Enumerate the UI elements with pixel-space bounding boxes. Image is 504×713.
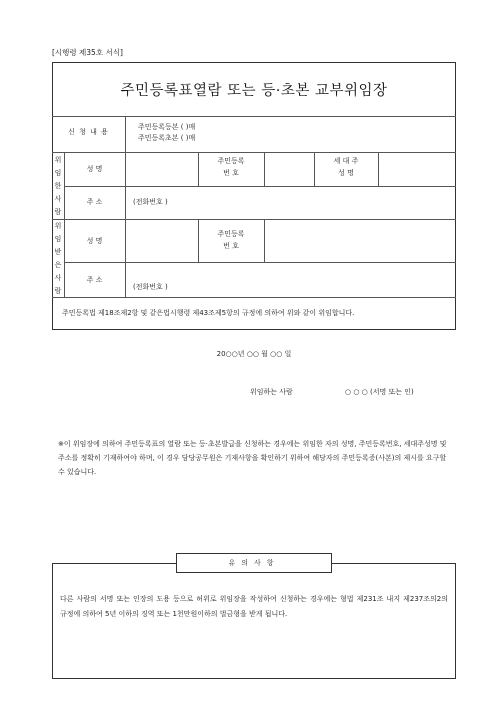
delegate-rrn-label-1: 주민등록 [217,230,245,238]
form-number: [시행령 제35호 서식] [52,48,123,57]
delegator-rrn-label-1: 주민등록 [217,157,245,165]
request-label-divider [125,116,126,152]
delegator-phone: (전화번호 ) [133,198,168,206]
delegate-address-label: 주 소 [86,276,103,284]
delegate-divider [52,297,456,298]
delegate-phone: (전화번호 ) [133,283,168,291]
request-label: 신 청 내 용 [68,128,109,136]
delegate-side-label: 위 임 받 은 사 람 [54,222,62,295]
request-divider [52,152,456,153]
delegator-rrn-label-2: 번 호 [223,169,239,177]
delegate-name-label: 성 명 [86,237,103,245]
delegation-statement: 주민등록법 제18조제2항 및 같은법시행령 제43조제5항의 규정에 의하여 위와 같이 위임합니다. [62,309,355,317]
field-label-divider [125,152,126,297]
delegator-side-label: 위 임 한 사 람 [54,155,62,217]
delegate-rrn-right [264,219,265,262]
householder-label-2: 성 명 [338,169,354,177]
caution-text: 다른 사람의 서명 또는 인장의 도용 등으로 허위로 위임장을 작성하여 신청하는 경우에는 형법 제231조 내지 제237조의2의 규정에 의하여 5년 이하의 징역 또는 1천만원이하의 벌금형을 받게 됩니다. [60,595,448,618]
delegator-name-label: 성 명 [86,165,103,173]
caution-title: 유의사항 [176,553,332,573]
householder-right [378,152,379,186]
delegate-rrn-label-2: 번 호 [223,242,239,250]
delegator-address-label: 주 소 [86,198,103,206]
delegator-rrn-right [264,152,265,186]
request-resident-copy: 주민등록등본 ( )매 [138,123,196,131]
form-note: ※이 위임장에 의하여 주민등록표의 열람 또는 등·초본발급을 신청하는 경우에는 위임한 자의 성명, 주민등록번호, 세대주성명 및 주소를 정확히 기재하여야 하며, 이 경우 담당공무원은 기재사항을 확인하기 위하여 해당자의 주민등록증(사본)의 제시를 요구할 수 있습니다. [58,440,447,476]
delegator-name-divider [64,186,456,187]
householder-label-1: 세 대 주 [333,157,359,165]
title-divider [52,116,456,117]
signer-label: 위임하는 사람 [250,388,293,396]
request-resident-abstract: 주민등록초본 ( )매 [138,134,196,142]
form-title: 주민등록표열람 또는 등·초본 교부위임장 [120,82,388,99]
delegate-name-divider [64,262,456,263]
delegator-divider [52,219,456,220]
signer-signature-field: ○ ○ ○ (서명 또는 인) [345,388,414,396]
delegation-date: 20○○년 ○○ 월 ○○ 일 [216,350,292,358]
